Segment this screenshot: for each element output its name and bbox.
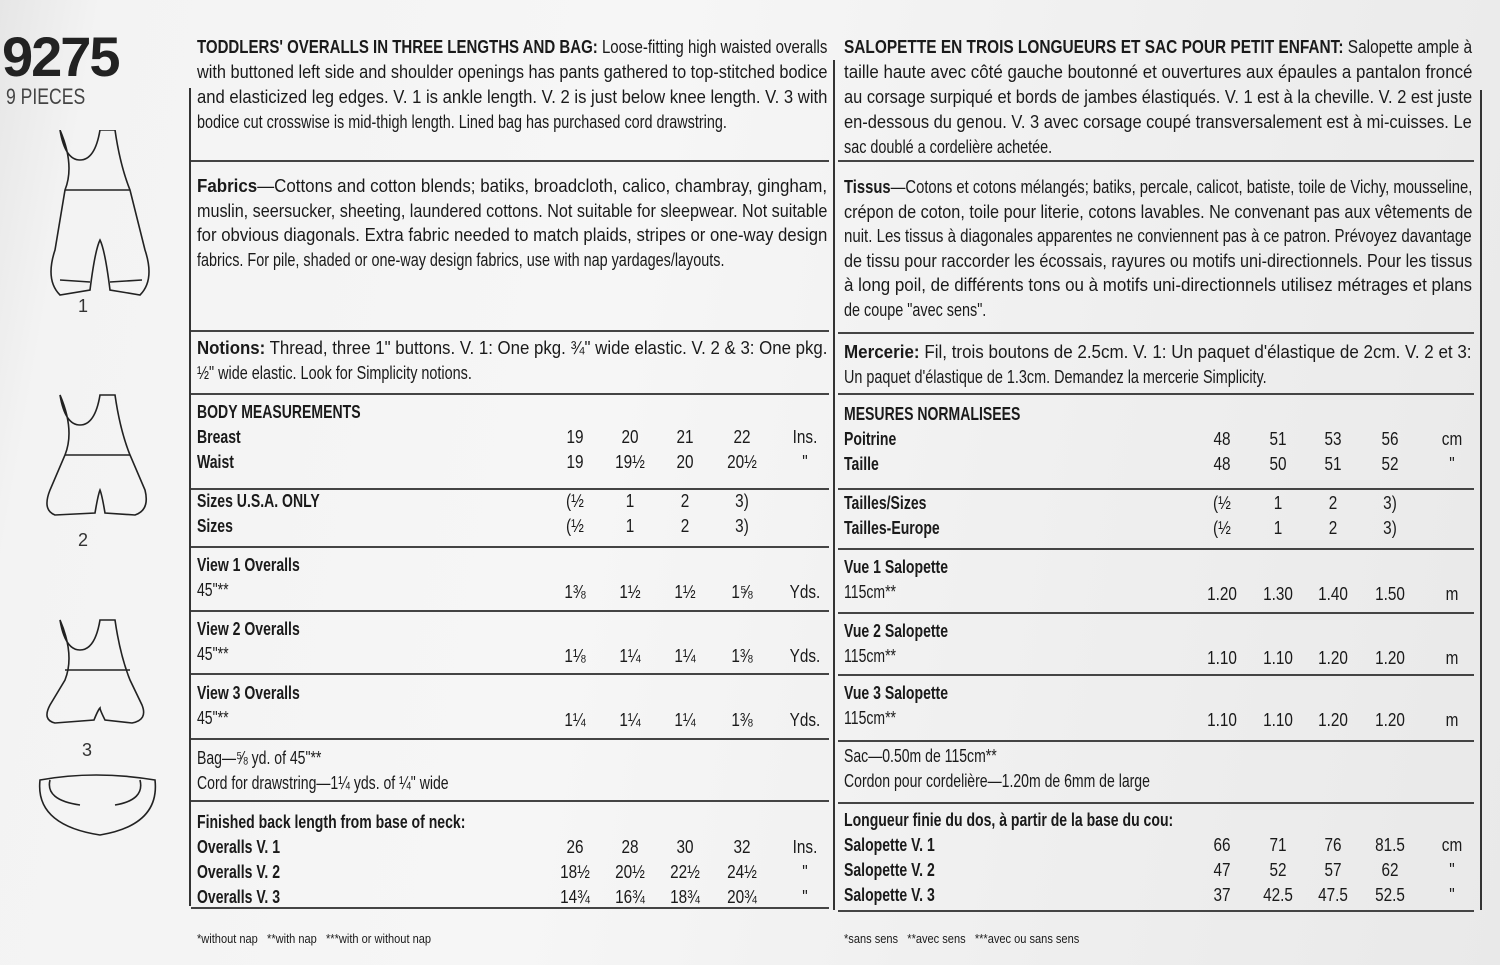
table-row-label: Salopette V. 3: [844, 885, 935, 905]
table-cell: 3): [1383, 493, 1397, 513]
table-cell: 48: [1213, 429, 1231, 449]
table-row-label: Cordon pour cordelière—1.20m de 6mm de large: [844, 771, 1150, 791]
table-cell: 51: [1324, 454, 1342, 474]
table-cell: 3): [735, 516, 749, 536]
section-divider: [191, 488, 829, 490]
table-row-label: Taille: [844, 454, 879, 474]
table-cell: (½: [1213, 518, 1231, 538]
table-cell: 1.10: [1207, 648, 1237, 668]
notions-line: ½" wide elastic. Look for Simplicity notions.: [197, 363, 472, 383]
table-cell: 3): [1383, 518, 1397, 538]
table-cell: 1⅜: [564, 582, 586, 602]
table-row-label: Longueur finie du dos, à partir de la base du cou:: [844, 810, 1174, 830]
table-row-label: Sizes U.S.A. ONLY: [197, 491, 320, 511]
table-cell: 71: [1269, 835, 1287, 855]
table-row-label: Waist: [197, 452, 234, 472]
table-cell: 16¾: [615, 887, 645, 907]
table-row-label: Salopette V. 1: [844, 835, 935, 855]
table-row-label: Finished back length from base of neck:: [197, 812, 466, 832]
section-divider: [191, 673, 829, 675]
table-cell: 1.10: [1263, 710, 1293, 730]
section-divider: [191, 546, 829, 548]
notions-label: Mercerie:: [844, 342, 920, 362]
fabrics-line: de tissu pour raccorder les écossais, rayures ou motifs uni-directionnels. Pour les tissus: [844, 250, 1473, 271]
description-line: with buttoned left side and shoulder openings has pants gathered to top-stitched bodice: [197, 62, 828, 82]
table-cell: 21: [676, 427, 694, 447]
table-cell: 48: [1213, 454, 1231, 474]
section-divider: [191, 160, 829, 162]
table-row-label: Overalls V. 3: [197, 887, 281, 907]
section-divider: [838, 332, 1474, 334]
table-row-label: Overalls V. 2: [197, 862, 281, 882]
table-unit: m: [1445, 710, 1459, 730]
table-cell: 1½: [619, 582, 641, 602]
table-unit: Yds.: [789, 582, 821, 602]
section-divider: [191, 800, 829, 802]
table-cell: 1½: [674, 582, 696, 602]
table-cell: 1.20: [1375, 648, 1405, 668]
fabrics-line: for obvious diagonals. Extra fabric needed to match plaids, stripes or one-way design: [197, 225, 828, 245]
table-cell: 37: [1213, 885, 1231, 905]
view-number-1: 1: [78, 296, 89, 316]
table-cell: 19: [566, 452, 584, 472]
table-cell: 1¼: [674, 646, 696, 666]
table-row-label: View 1 Overalls: [197, 555, 300, 575]
table-cell: 1⅜: [731, 646, 753, 666]
table-cell: 22½: [670, 862, 700, 882]
table-cell: 2: [1328, 518, 1338, 538]
table-cell: 47.5: [1318, 885, 1348, 905]
pieces-count: 9 PIECES: [6, 84, 86, 109]
section-divider: [191, 330, 829, 332]
table-row-label: Sac—0.50m de 115cm**: [844, 746, 997, 766]
fabrics-line: [844, 177, 1472, 197]
section-divider: [191, 907, 829, 909]
table-cell: 30: [676, 837, 694, 857]
table-row-label: Tailles/Sizes: [844, 493, 927, 513]
table-row-label: Bag—⅝ yd. of 45"**: [197, 748, 322, 768]
table-row-label: Breast: [197, 427, 241, 447]
table-cell: 66: [1213, 835, 1231, 855]
table-cell: 76: [1324, 835, 1342, 855]
view-number-3: 3: [82, 740, 93, 760]
table-cell: 1.40: [1318, 584, 1348, 604]
notions-text: Fil, trois boutons de 2.5cm. V. 1: Un paquet d'élastique de 2cm. V. 2 et 3:: [919, 342, 1472, 362]
table-cell: 56: [1381, 429, 1399, 449]
table-row-label: 45"**: [197, 580, 229, 600]
table-cell: 18½: [560, 862, 590, 882]
table-row-label: 45"**: [197, 644, 229, 664]
view-2-sketch: [47, 395, 146, 515]
table-cell: 1: [625, 516, 635, 536]
description-line: bodice cut crosswise is mid-thigh length. Lined bag has purchased cord drawstring.: [197, 112, 727, 132]
fabrics-line: crépon de coton, toile pour literie, cotons lavables. Ne convenant pas aux vêtements de: [844, 201, 1473, 222]
section-divider: [191, 610, 829, 612]
table-cell: 1.20: [1375, 710, 1405, 730]
fabrics-line: [197, 176, 827, 196]
table-cell: 1¼: [674, 710, 696, 730]
table-unit: ": [802, 887, 808, 907]
bag-sketch: [40, 775, 156, 835]
description-title: TODDLERS' OVERALLS IN THREE LENGTHS AND BAG:: [197, 37, 598, 57]
table-cell: 51: [1269, 429, 1287, 449]
divider-center: [833, 60, 835, 910]
table-unit: ": [802, 862, 808, 882]
description-text: Salopette ample à: [1343, 37, 1473, 57]
table-row-label: Tailles-Europe: [844, 518, 940, 538]
fabrics-line: de coupe "avec sens".: [844, 299, 987, 320]
table-cell: 14¾: [560, 887, 590, 907]
table-row-label: 45"**: [197, 708, 229, 728]
fabrics-line: fabrics. For pile, shaded or one-way design fabrics, use with nap yardages/layouts.: [197, 249, 725, 270]
table-row-label: View 3 Overalls: [197, 683, 300, 703]
notions-label: Notions:: [197, 338, 266, 358]
table-cell: 47: [1213, 860, 1231, 880]
table-cell: 1.50: [1375, 584, 1405, 604]
table-unit: ": [1449, 885, 1455, 905]
section-divider: [838, 910, 1474, 912]
table-cell: 2: [680, 491, 690, 511]
description-line: and elasticized leg edges. V. 1 is ankle length. V. 2 is just below knee length. V. 3 with: [197, 87, 828, 107]
table-row-label: Overalls V. 1: [197, 837, 281, 857]
table-row-label: 115cm**: [844, 708, 897, 728]
table-cell: 1⅛: [564, 646, 586, 666]
section-divider: [191, 393, 829, 395]
table-cell: 52: [1381, 454, 1399, 474]
table-cell: 1.20: [1207, 584, 1237, 604]
table-unit: Ins.: [792, 837, 818, 857]
table-cell: (½: [566, 516, 584, 536]
table-cell: 26: [566, 837, 584, 857]
table-unit: Yds.: [789, 646, 821, 666]
table-cell: 19: [566, 427, 584, 447]
table-cell: 1.20: [1318, 648, 1348, 668]
description-line: en-dessous du genou. V. 3 avec corsage coupé transversalement est à mi-cuisses. Le: [844, 112, 1472, 132]
table-cell: 1⅜: [731, 710, 753, 730]
section-divider: [838, 393, 1474, 395]
table-cell: 1.10: [1207, 710, 1237, 730]
description-text: Loose-fitting high waisted overalls: [597, 37, 828, 57]
table-cell: 1: [1273, 518, 1283, 538]
table-cell: 19½: [615, 452, 645, 472]
table-cell: 24½: [727, 862, 757, 882]
section-divider: [838, 488, 1474, 490]
table-cell: 32: [733, 837, 751, 857]
table-row-label: Poitrine: [844, 429, 897, 449]
table-unit: ": [1449, 454, 1455, 474]
fabrics-line: nuit. Les tissus à diagonales apparentes ne conviennent pas à ce patron. Prévoyez davantage: [844, 226, 1472, 246]
table-cell: 57: [1324, 860, 1342, 880]
table-cell: 50: [1269, 454, 1287, 474]
table-cell: 42.5: [1263, 885, 1293, 905]
fabrics-line: à long poil, de différents tons ou à motifs uni-directionnels utilisez métrages et plans: [844, 275, 1473, 295]
table-cell: 1.10: [1263, 648, 1293, 668]
section-divider: [838, 612, 1474, 614]
table-cell: 20: [676, 452, 694, 472]
view-1-sketch: [51, 130, 149, 295]
table-cell: 53: [1324, 429, 1342, 449]
table-cell: 62: [1381, 860, 1399, 880]
table-cell: 1.20: [1318, 710, 1348, 730]
table-row-label: BODY MEASUREMENTS: [197, 402, 361, 422]
table-unit: m: [1445, 648, 1459, 668]
table-row-label: Vue 2 Salopette: [844, 621, 949, 641]
section-divider: [838, 674, 1474, 676]
table-unit: cm: [1441, 835, 1463, 855]
notions-line: [844, 342, 1472, 362]
table-cell: 18¾: [670, 887, 700, 907]
view-number-2: 2: [78, 530, 89, 550]
section-divider: [191, 738, 829, 740]
section-divider: [838, 802, 1474, 804]
table-row-label: Cord for drawstring—1¼ yds. of ¼" wide: [197, 773, 449, 793]
notions-line: Un paquet d'élastique de 1.3cm. Demandez la mercerie Simplicity.: [844, 367, 1267, 387]
view-sketches: [20, 130, 180, 930]
notions-text: Thread, three 1" buttons. V. 1: One pkg. ¾" wide elastic. V. 2 & 3: One pkg.: [265, 338, 828, 358]
fabrics-text: —Cotons et cotons mélangés; batiks, percale, calicot, batiste, toile de Vichy, mousseline,: [890, 177, 1473, 197]
table-cell: 22: [733, 427, 751, 447]
table-cell: (½: [566, 491, 584, 511]
table-cell: 2: [1328, 493, 1338, 513]
description-first-line: [197, 37, 827, 57]
table-cell: 52.5: [1375, 885, 1405, 905]
table-unit: ": [802, 452, 808, 472]
footnote: *sans sens **avec sens ***avec ou sans sens: [844, 931, 1080, 946]
table-cell: 20¾: [727, 887, 757, 907]
table-cell: 1.30: [1263, 584, 1293, 604]
table-cell: 1: [625, 491, 635, 511]
footnote: *without nap **with nap ***with or without nap: [197, 931, 432, 946]
section-divider: [838, 160, 1474, 162]
pattern-number: 9275: [2, 25, 119, 88]
divider-right: [1480, 90, 1482, 910]
table-row-label: 115cm**: [844, 582, 897, 602]
fabrics-label: Tissus: [844, 177, 891, 197]
table-row-label: MESURES NORMALISEES: [844, 404, 1021, 424]
table-row-label: Vue 3 Salopette: [844, 683, 949, 703]
description-line: au corsage surpiqué et bords de jambes élastiqués. V. 1 est à la cheville. V. 2 est juste: [844, 87, 1473, 107]
fabrics-line: muslin, seersucker, sheeting, laundered cottons. Not suitable for sleepwear. Not suitable: [197, 200, 828, 221]
fabrics-label: Fabrics: [197, 176, 258, 196]
description-title: SALOPETTE EN TROIS LONGUEURS ET SAC POUR PETIT ENFANT:: [844, 37, 1344, 57]
divider-left: [189, 88, 191, 906]
description-line: taille haute avec côté gauche boutonné et ouvertures aux épaules a pantalon froncé: [844, 62, 1473, 82]
table-unit: m: [1445, 584, 1459, 604]
table-row-label: Salopette V. 2: [844, 860, 935, 880]
table-cell: 1¼: [619, 710, 641, 730]
table-cell: 20½: [727, 452, 757, 472]
table-cell: 20: [621, 427, 639, 447]
table-cell: 1¼: [564, 710, 586, 730]
table-cell: 3): [735, 491, 749, 511]
table-unit: Ins.: [792, 427, 818, 447]
description-first-line: [844, 37, 1472, 57]
table-row-label: Vue 1 Salopette: [844, 557, 949, 577]
notions-line: [197, 338, 827, 358]
table-cell: 1¼: [619, 646, 641, 666]
table-cell: 1⅝: [731, 582, 753, 602]
table-cell: 2: [680, 516, 690, 536]
section-divider: [838, 740, 1474, 742]
table-row-label: View 2 Overalls: [197, 619, 300, 639]
description-line: sac doublé a cordelière achetée.: [844, 137, 1053, 157]
table-unit: cm: [1441, 429, 1463, 449]
table-cell: 81.5: [1375, 835, 1405, 855]
section-divider: [838, 548, 1474, 550]
table-row-label: 115cm**: [844, 646, 897, 666]
table-cell: 28: [621, 837, 639, 857]
table-unit: Yds.: [789, 710, 821, 730]
view-3-sketch: [47, 620, 144, 723]
table-row-label: Sizes: [197, 516, 233, 536]
table-cell: 52: [1269, 860, 1287, 880]
table-unit: ": [1449, 860, 1455, 880]
fabrics-text: —Cottons and cotton blends; batiks, broadcloth, calico, chambray, gingham,: [257, 176, 828, 196]
table-cell: 20½: [615, 862, 645, 882]
table-cell: (½: [1213, 493, 1231, 513]
table-cell: 1: [1273, 493, 1283, 513]
